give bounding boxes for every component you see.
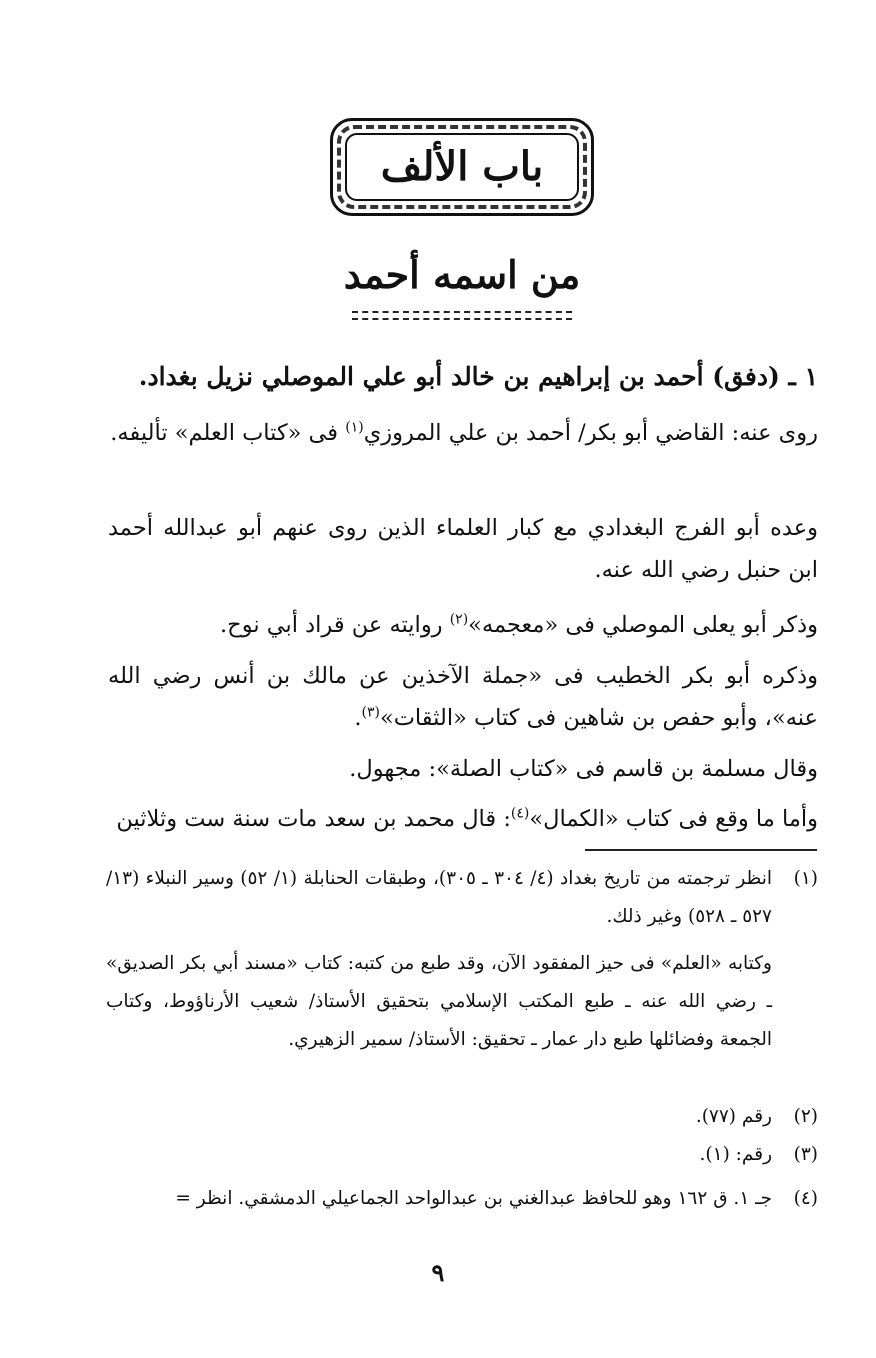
paragraph-text: : قال محمد بن سعد مات سنة ست وثلاثين	[116, 806, 511, 832]
entry-paragraph-3	[108, 604, 818, 646]
entry-paragraph-6	[108, 798, 818, 840]
paragraph-text: روايته عن قراد أبي نوح.	[220, 612, 450, 638]
footnote-text: رقم (٧٧).	[695, 1106, 772, 1127]
footnote-1	[106, 860, 818, 936]
paragraph-text: وذكره أبو بكر الخطيب فى «جملة الآخذين عن مالك بن أنس رضي الله عنه»، وأبو حفص بن شاهين فى كتاب «الثقات»	[108, 663, 818, 731]
page-number: ٩	[431, 1258, 445, 1287]
footnote-ref-2[interactable]: (٢)	[449, 611, 469, 628]
footnote-number: (٢)	[793, 1106, 818, 1127]
entry-paragraph-4	[108, 655, 818, 739]
paragraph-text: وذكر أبو يعلى الموصلي فى «معجمه»	[468, 612, 818, 638]
footnote-ref-1[interactable]: (١)	[345, 419, 364, 436]
paragraph-text: وأما ما وقع فى كتاب «الكمال»	[529, 806, 818, 832]
section-title: من اسمه أحمد	[343, 252, 581, 297]
footnote-number: (٤)	[793, 1188, 818, 1209]
footnote-1-continued	[106, 945, 818, 1097]
footnote-4	[106, 1180, 818, 1218]
footnote-ref-4[interactable]: (٤)	[510, 805, 530, 822]
footnote-3	[106, 1136, 818, 1174]
footnote-separator	[585, 849, 817, 851]
footnote-text: رقم: (١).	[699, 1144, 772, 1165]
chapter-title-frame	[330, 118, 594, 216]
entry-paragraph-2: وعده أبو الفرج البغدادي مع كبار العلماء الذين روى عنهم أبو عبدالله أحمد ابن حنبل رضي الله عنه.	[108, 515, 818, 583]
footnote-text: انظر ترجمته من تاريخ بغداد (٤/ ٣٠٤ ـ ٣٠٥)، وطبقات الحنابلة (١/ ٥٢) وسير النبلاء (١٣/ ٥٢٧ ـ ٥٢٨) وغير ذلك.	[106, 868, 773, 927]
footnote-number: (١)	[793, 868, 818, 889]
footnote-text: وكتابه «العلم» فى حيز المفقود الآن، وقد طبع من كتبه: كتاب «مسند أبي بكر الصديق» ـ رضي الله عنه ـ طبع المكتب الإسلامي بتحقيق الأستاذ/ شعيب الأرناؤوط، وكتاب الجمعة وفضائلها طبع دار عمار ـ تحقيق: الأستاذ/ سمير الزهيري.	[106, 953, 772, 1050]
footnote-2	[106, 1098, 818, 1136]
footnote-number: (٣)	[793, 1144, 818, 1165]
paragraph-text: فى «كتاب العلم» تأليفه.	[110, 420, 346, 446]
entry-paragraph-5: وقال مسلمة بن قاسم فى «كتاب الصلة»: مجهول.	[349, 756, 818, 782]
paragraph-text: .	[354, 705, 362, 731]
entry-paragraph-1	[108, 412, 818, 454]
paragraph-text: روى عنه: القاضي أبو بكر/ أحمد بن علي المروزي	[363, 420, 818, 446]
section-title-rule	[352, 311, 572, 313]
footnote-ref-3[interactable]: (٣)	[361, 704, 380, 721]
chapter-title: باب الألف	[380, 143, 544, 190]
footnote-text: جـ ١. ق ١٦٢ وهو للحافظ عبدالغني بن عبدالواحد الجماعيلي الدمشقي. انظر =	[175, 1188, 772, 1209]
section-title-rule-2	[352, 318, 572, 320]
entry-heading: ١ ـ (دفق) أحمد بن إبراهيم بن خالد أبو علي الموصلي نزيل بغداد.	[138, 362, 818, 391]
